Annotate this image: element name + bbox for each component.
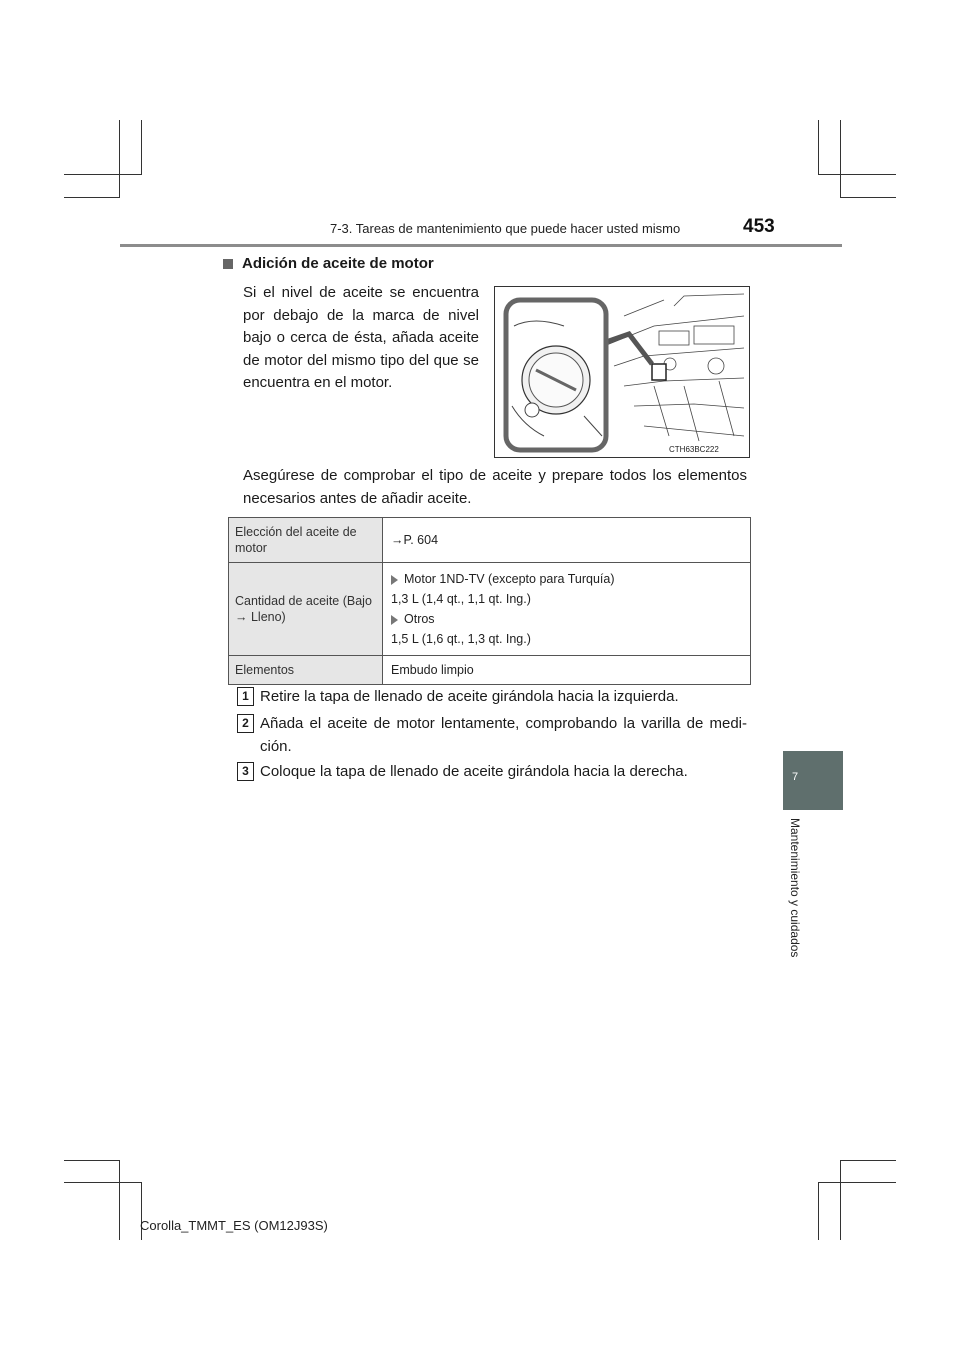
engine-variant: Motor 1ND-TV (excepto para Turquía): [404, 572, 615, 586]
crop-mark: [141, 120, 142, 175]
crop-mark: [818, 1182, 896, 1183]
header-divider: [120, 244, 842, 247]
crop-mark: [818, 174, 896, 175]
triangle-bullet-icon: [391, 575, 398, 585]
step-item: [237, 761, 749, 784]
page-number: 453: [743, 216, 775, 237]
image-code: CTH63BC222: [669, 445, 719, 454]
table-value-cell: →P. 604: [383, 518, 751, 563]
note-paragraph: Asegúrese de comprobar el tipo de aceite y prepare todos los elementos necesarios antes de añadir aceite.: [243, 467, 747, 507]
capacity-value: 1,3 L (1,4 qt., 1,1 qt. Ing.): [391, 592, 531, 606]
intro-paragraph: Si el nivel de aceite se encuentra por debajo de la marca de nivel bajo o cerca de ésta, añada aceite de motor del mismo tipo del que se encuentra en el motor.: [243, 284, 479, 391]
crop-mark: [119, 120, 120, 198]
engine-variant: Otros: [404, 612, 435, 626]
crop-mark: [64, 174, 142, 175]
oil-spec-table: [228, 517, 751, 685]
table-row: [229, 563, 751, 656]
crop-mark: [840, 1160, 896, 1161]
crop-mark: [64, 197, 120, 198]
table-value-cell: Embudo limpio: [383, 656, 751, 685]
table-label-cell: Cantidad de aceite (Bajo → Lleno): [229, 563, 383, 656]
crop-mark: [818, 120, 819, 175]
table-value-cell: [383, 563, 751, 656]
section-heading: [223, 255, 434, 272]
step-number: 2: [237, 714, 254, 733]
step-text: Añada el aceite de motor lentamente, comprobando la varilla de medi-ción.: [260, 715, 747, 755]
crop-mark: [119, 1160, 120, 1240]
footer-document-id: Corolla_TMMT_ES (OM12J93S): [140, 1218, 328, 1233]
section-heading-text: Adición de aceite de motor: [242, 255, 434, 272]
crop-mark: [840, 120, 841, 198]
step-number: 1: [237, 687, 254, 706]
crop-mark: [840, 1160, 841, 1240]
table-label-cell: Elementos: [229, 656, 383, 685]
step-text: Coloque la tapa de llenado de aceite girándola hacia la derecha.: [260, 763, 688, 780]
step-item: [237, 686, 749, 709]
capacity-value: 1,5 L (1,6 qt., 1,3 qt. Ing.): [391, 632, 531, 646]
triangle-bullet-icon: [391, 615, 398, 625]
crop-mark: [64, 1160, 120, 1161]
chapter-tab-label: Mantenimiento y cuidados: [788, 818, 802, 958]
table-row: [229, 656, 751, 685]
step-item: [237, 713, 749, 758]
table-label-cell: Elección del aceite de motor: [229, 518, 383, 563]
crop-mark: [840, 197, 896, 198]
chapter-tab-number: 7: [792, 771, 799, 783]
list-item: [391, 611, 742, 627]
step-number: 3: [237, 762, 254, 781]
list-item: [391, 571, 742, 587]
square-bullet-icon: [223, 259, 233, 269]
table-row: [229, 518, 751, 563]
crop-mark: [818, 1182, 819, 1240]
engine-oil-cap-illustration: [494, 286, 750, 458]
crop-mark: [64, 1182, 142, 1183]
chapter-title: 7-3. Tareas de mantenimiento que puede hacer usted mismo: [330, 221, 681, 236]
step-text: Retire la tapa de llenado de aceite girándola hacia la izquierda.: [260, 688, 679, 705]
